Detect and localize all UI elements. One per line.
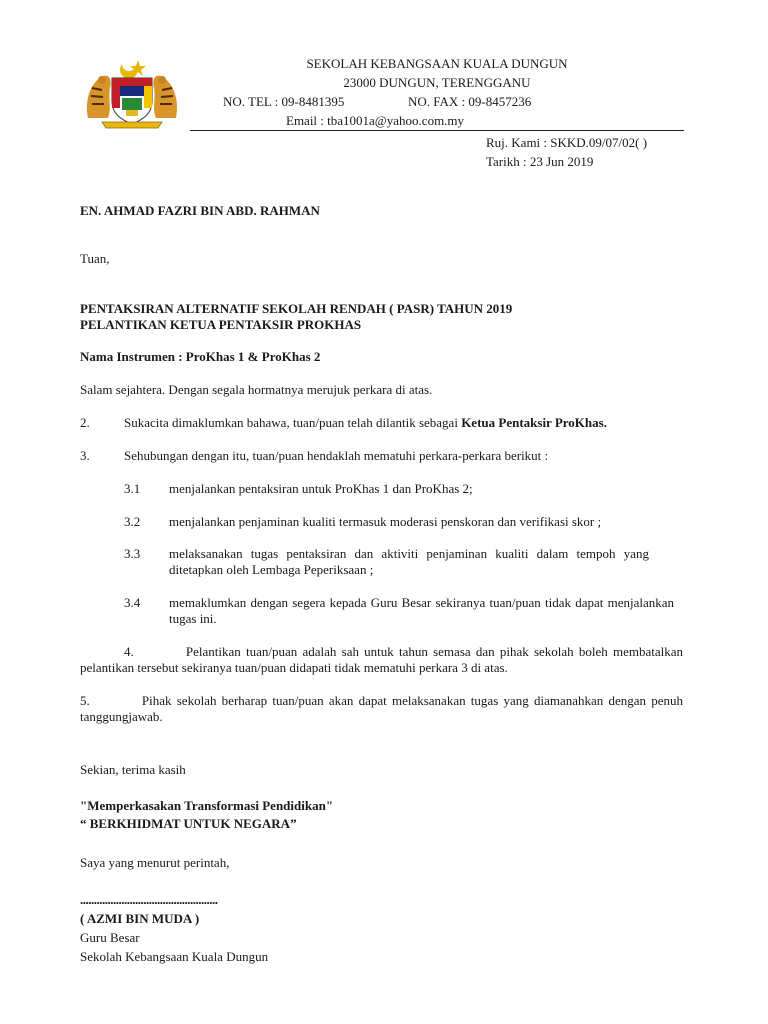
- item-text: menjalankan penjaminan kualiti termasuk moderasi penskoran dan verifikasi skor ;: [169, 514, 602, 529]
- paragraph-2-role: Ketua Pentaksir ProKhas.: [461, 415, 607, 430]
- paragraph-4-number: 4.: [124, 644, 134, 659]
- school-email: Email : tba1001a@yahoo.com.my: [286, 113, 465, 128]
- motto-line-2: “ BERKHIDMAT UNTUK NEGARA”: [80, 816, 297, 831]
- motto-line-1: "Memperkasakan Transformasi Pendidikan": [80, 798, 334, 813]
- item-number: 3.4: [124, 595, 141, 610]
- signer-name: ( AZMI BIN MUDA ): [80, 911, 200, 926]
- salutation: Tuan,: [80, 251, 110, 266]
- item-text: memaklumkan dengan segera kepada Guru Besar sekiranya tuan/puan tidak dapat menjalankan tugas ini.: [169, 595, 674, 626]
- paragraph-5-text: Pihak sekolah berharap tuan/puan akan dapat melaksanakan tugas yang diamanahkan dengan penuh tanggungjawab.: [80, 693, 683, 724]
- closing-thanks: Sekian, terima kasih: [80, 762, 186, 777]
- paragraph-5-number: 5.: [80, 693, 90, 708]
- paragraph-4: [80, 644, 683, 676]
- coat-of-arms-icon: [82, 58, 182, 130]
- signer-school: Sekolah Kebangsaan Kuala Dungun: [80, 949, 269, 964]
- paragraph-2-lead: Sukacita dimaklumkan bahawa, tuan/puan telah dilantik sebagai: [124, 415, 462, 430]
- letterhead-divider: [190, 130, 684, 131]
- school-name: SEKOLAH KEBANGSAAN KUALA DUNGUN: [306, 56, 568, 71]
- signer-title: Guru Besar: [80, 930, 140, 945]
- paragraph-2-number: 2.: [80, 415, 90, 430]
- signature-line: ..................................................: [80, 892, 218, 907]
- item-text: menjalankan pentaksiran untuk ProKhas 1 dan ProKhas 2;: [169, 481, 473, 496]
- recipient-name: EN. AHMAD FAZRI BIN ABD. RAHMAN: [80, 203, 320, 218]
- closing-obey: Saya yang menurut perintah,: [80, 855, 230, 870]
- greeting: Salam sejahtera. Dengan segala hormatnya merujuk perkara di atas.: [80, 382, 433, 397]
- school-tel: NO. TEL : 09-8481395: [223, 94, 345, 109]
- item-number: 3.1: [124, 481, 141, 496]
- paragraph-5: [80, 693, 683, 725]
- instrument-name: Nama Instrumen : ProKhas 1 & ProKhas 2: [80, 349, 321, 364]
- school-address: 23000 DUNGUN, TERENGGANU: [343, 75, 531, 90]
- subject-line-1: PENTAKSIRAN ALTERNATIF SEKOLAH RENDAH ( PASR) TAHUN 2019: [80, 301, 513, 316]
- subject-line-2: PELANTIKAN KETUA PENTAKSIR PROKHAS: [80, 317, 362, 332]
- letter-date: Tarikh : 23 Jun 2019: [486, 154, 594, 169]
- paragraph-3-text: Sehubungan dengan itu, tuan/puan hendaklah mematuhi perkara-perkara berikut :: [124, 448, 549, 463]
- paragraph-2-text: [124, 415, 607, 431]
- paragraph-4-text: Pelantikan tuan/puan adalah sah untuk tahun semasa dan pihak sekolah boleh membatalkan pelantikan tersebut sekiranya tuan/puan didapati tidak mematuhi perkara 3 di atas.: [80, 644, 683, 675]
- paragraph-3-number: 3.: [80, 448, 90, 463]
- item-number: 3.2: [124, 514, 141, 529]
- school-fax: NO. FAX : 09-8457236: [408, 94, 532, 109]
- reference-number: Ruj. Kami : SKKD.09/07/02( ): [486, 135, 648, 150]
- item-text: melaksanakan tugas pentaksiran dan aktiviti penjaminan kualiti dalam tempoh yang ditetapkan oleh Lembaga Peperiksaan ;: [169, 546, 649, 577]
- item-number: 3.3: [124, 546, 141, 561]
